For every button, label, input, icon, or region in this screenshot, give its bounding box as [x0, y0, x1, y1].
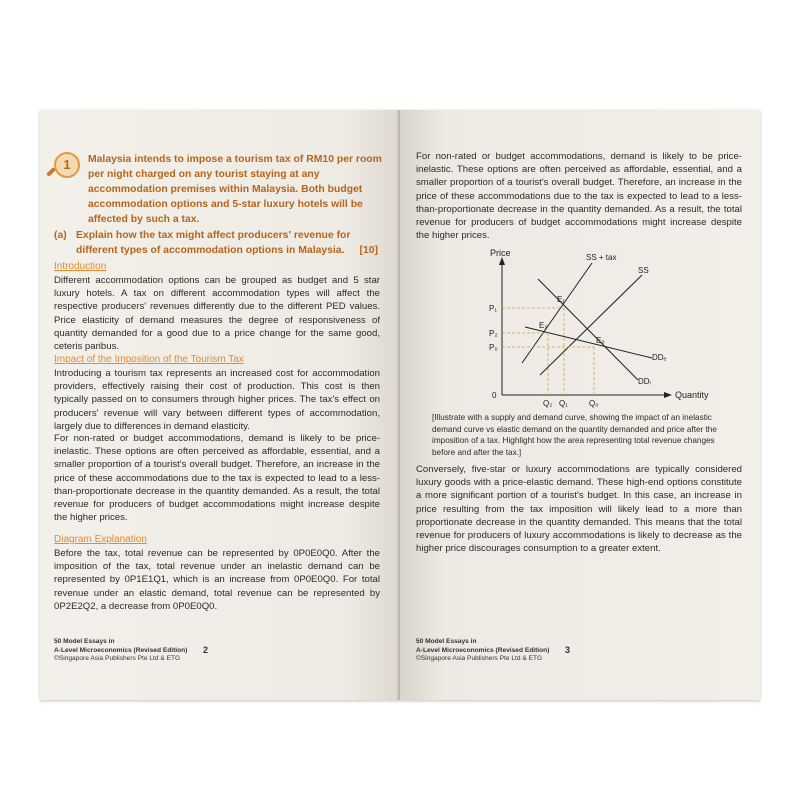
footer-line-3: ©Singapore Asia Publishers Pte Ltd & ETG — [54, 655, 181, 662]
e2-label: E₂ — [539, 321, 548, 330]
q1-label: Q₁ — [559, 399, 568, 408]
inelastic-demand-label: DDᵢ — [638, 377, 651, 386]
question-text: Malaysia intends to impose a tourism tax of RM10 per room per night charged on any tourist staying at any accommodation premises within Malaysia. Both budget accommodation options and 5-star luxury hotels will be affected by such a tax. — [88, 154, 382, 225]
sub-question — [54, 228, 378, 258]
supply-tax-label: SS + tax — [586, 253, 617, 262]
footer-line-2: A-Level Microeconomics (Revised Edition) — [54, 646, 188, 654]
y-axis-label: Price — [490, 248, 511, 258]
diagram-caption: [Illustrate with a supply and demand curve, showing the impact of an inelastic demand curve vs elastic demand on the quantity demanded and price after the imposition of a tax. Highlight how the area representing total revenue changes before and after the tax.] — [432, 413, 717, 457]
supply-curve — [540, 275, 642, 375]
q2-label: Q₂ — [543, 399, 553, 408]
footer-line-1: 50 Model Essays in — [416, 638, 477, 645]
sub-question-label: (a) — [54, 230, 67, 241]
e0-label: E₀ — [596, 336, 605, 345]
right-page-number: 3 — [565, 645, 571, 655]
impact-heading: Impact of the Imposition of the Tourism Tax — [54, 354, 244, 365]
right-page — [400, 110, 760, 700]
left-footer — [54, 638, 187, 664]
p1-label: P₁ — [489, 304, 498, 313]
p2-label: P₂ — [489, 329, 498, 338]
footer-line-3: ©Singapore Asia Publishers Pte Ltd & ETG — [416, 655, 543, 662]
supply-tax-curve — [522, 263, 592, 363]
left-page-number: 2 — [203, 645, 209, 655]
left-page — [40, 110, 400, 700]
q0-label: Q₀ — [589, 399, 599, 408]
right-footer — [416, 638, 549, 664]
intro-paragraph: Different accommodation options can be grouped as budget and 5 star luxury hotels. A tax on different accommodation types will affect the respective producers' revenues differently due to the different PED values. Price elasticity of demand measures the degree of responsiveness of quantity demanded for a good due to a price change for the same good, ceteris paribus. — [54, 275, 380, 353]
supply-demand-diagram — [470, 245, 710, 410]
sub-question-text: Explain how the tax might affect producers' revenue for different types of accommodation options in Malaysia. — [76, 230, 351, 256]
luxury-paragraph: Conversely, five-star or luxury accommodations are typically considered luxury goods with a price-elastic demand. These high-end options constitute a more significant portion of a tourist's budget. In this case, an increase in price resulting from the tax imposition will likely lead to a more than proportionate decrease in the quantity demanded. This means that the total revenue for producers of luxury accommodations is likely to decrease as the higher price discourages consumption to a greater extent. — [416, 464, 742, 555]
magnifier-handle-icon — [46, 167, 56, 177]
book-spread — [40, 110, 760, 700]
elastic-demand-label: DDₑ — [652, 353, 667, 362]
y-axis-arrow-icon — [499, 257, 505, 265]
x-axis-arrow-icon — [664, 392, 672, 398]
budget-paragraph-right: For non-rated or budget accommodations, demand is likely to be price-inelastic. These options are often perceived as affordable, essential, and a smaller proportion of a tourist's overall budget. Therefore, an increase in the price of these accommodations due to the tax is expected to lead to a less-than-proportionate decrease in the quantity demanded. As a result, the total revenue for producers of budget accommodations might increase despite the higher prices. — [416, 151, 742, 242]
question-block — [54, 152, 384, 227]
budget-paragraph-left: For non-rated or budget accommodations, demand is likely to be price-inelastic. These options are often perceived as affordable, essential, and a smaller proportion of a tourist's overall budget. Therefore, an increase in the price of these accommodations due to the tax is expected to lead to a less-than-proportionate decrease in the quantity demanded. As a result, the total revenue for producers of budget accommodations might increase despite the higher prices. — [54, 433, 380, 524]
footer-line-2: A-Level Microeconomics (Revised Edition) — [416, 646, 550, 654]
sub-question-marks: [10] — [359, 245, 378, 256]
elastic-demand-curve — [525, 327, 652, 358]
diagram-heading: Diagram Explanation — [54, 534, 147, 545]
supply-label: SS — [638, 266, 649, 275]
e1-label: E₁ — [557, 295, 566, 304]
impact-paragraph: Introducing a tourism tax represents an increased cost for accommodation providers, effectively raising their cost of production. This cost is then typically passed on to consumers through higher prices. The tax's effect on producers' revenue will vary between different types of accommodation, largely due to differences in demand elasticity. — [54, 368, 380, 432]
question-number-badge: 1 — [54, 152, 80, 178]
origin-label: 0 — [492, 391, 497, 400]
diagram-paragraph: Before the tax, total revenue can be represented by 0P0E0Q0. After the imposition of the tax, total revenue under an inelastic demand can be represented by 0P1E1Q1, which is an increase from 0P0E0Q0. For total revenue under an elastic demand, total revenue can be represented by 0P2E2Q2, a decrease from 0P0E0Q0. — [54, 548, 380, 612]
p0-label: P₀ — [489, 343, 498, 352]
footer-line-1: 50 Model Essays in — [54, 638, 115, 645]
x-axis-label: Quantity — [675, 390, 709, 400]
intro-heading: Introduction — [54, 261, 107, 272]
